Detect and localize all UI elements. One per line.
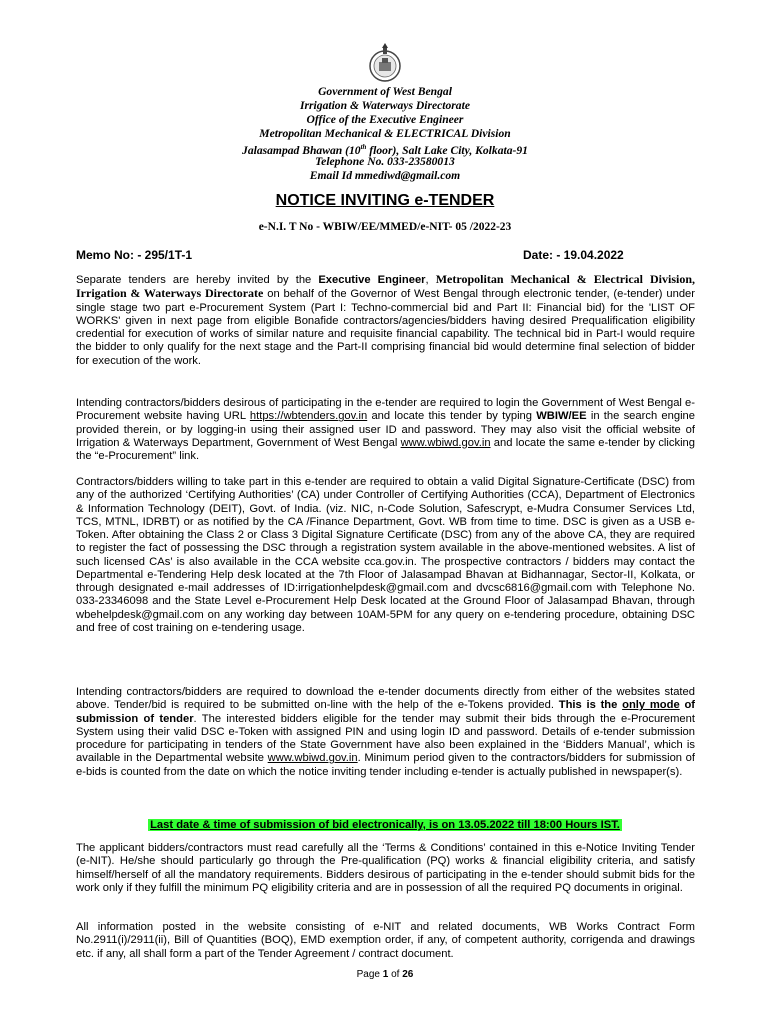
wbiwd-link[interactable]: www.wbiwd.gov.in bbox=[400, 436, 491, 449]
header-email: Email Id mmediwd@gmail.com bbox=[309, 169, 461, 182]
header-address: Jalasampad Bhawan (10th floor), Salt Lake City, Kolkata-91 bbox=[242, 143, 528, 157]
notice-date: Date: - 19.04.2022 bbox=[523, 248, 624, 262]
memo-number: Memo No: - 295/1T-1 bbox=[76, 248, 193, 262]
paragraph-dsc: Contractors/bidders willing to take part in this e-tender are required to obtain a valid Digital Signature-Certificate (DSC) from any of the authorized ‘Certifying Authorities’ (CA) under Controller of Certifying Authorities (CCA), Department of Electronics & Information Technology (DEIT), Govt. of India. (viz. NIC, n-Code Solution, Safescrypt, e-Mudra Consumer Services Ltd, TCS, MTNL, IDRBT) or as notified by the CA /Finance Department, Govt. WB from time to time. DSC is given as a USB e-Token. After obtaining the Class 2 or Class 3 Digital Signature Certificate (DSC) from any of the above CA, they are required to register the fact of possessing the DSC through a registration system available in the above-mentioned websites. A list of such licensed CAs’ is also available in the CCA website cca.gov.in. The prospective contractors / bidders may contact the Departmental e-Tendering Help desk located at the 7th Floor of Jalasampad Bhavan at Bidhannagar, Sector-II, Kolkata, or through designated e-mail addresses of ID:irrigationhelpdesk@gmail.com and dvcsc6816@gmail.com with Telephone No. 033-23346098 and the State Level e-Procurement Help Desk located at the Ground Floor of Jalasampad Bhavan, through wbehelpdesk@gmail.com on any working day between 10AM-5PM for any query on e-tendering procedure, obtaining DSC and free of cost training on e-tendering usage. bbox=[76, 476, 695, 634]
paragraph-terms: The applicant bidders/contractors must read carefully all the ‘Terms & Conditions’ contained in this e-Notice Inviting Tender (e-NIT). He/she should particularly go through the Pre-qualification (PQ) works & financial eligibility criteria, and satisfy himself/herself of all the mandatory requirements. Bidders desirous of participating in the e-tender should submit bids for the work only if they fulfill the minimum PQ eligibility criteria and are in possession of all the required PQ documents in original. bbox=[76, 842, 695, 894]
last-date-banner: Last date & time of submission of bid electronically, is on 13.05.2022 till 18:00 Hours IST. bbox=[150, 819, 620, 831]
state-emblem-icon bbox=[366, 40, 404, 84]
header-telephone: Telephone No. 033-23580013 bbox=[315, 155, 455, 168]
header-office: Office of the Executive Engineer bbox=[306, 113, 464, 126]
wbiwd-link-2[interactable]: www.wbiwd.gov.in bbox=[267, 752, 358, 765]
wbtenders-link[interactable]: https://wbtenders.gov.in bbox=[249, 410, 368, 423]
header-directorate: Irrigation & Waterways Directorate bbox=[300, 99, 470, 112]
page-number: Page 1 of 26 bbox=[356, 969, 414, 980]
paragraph-invitation: Separate tenders are hereby invited by the Executive Engineer, Metropolitan Mechanical & Electrical Division, Irrigation & Waterways Directorate on behalf of the Governor of West Bengal through electronic tender, (e-tender) under single stage two part e-Procurement System (Part I: Techno-commercial bid and Part II: Financial bid) for the 'LIST OF WORKS' given in next page from eligible Bonafide contractors/agencies/bidders having desired Prequalification eligibility credential for execution of works of similar nature and requisite financial capability. The technical bid in Part-I would require the bidder to only qualify for the next stage and the Part-II comprising financial bid would determine final selection of bidder for execution of the work. bbox=[76, 272, 695, 367]
paragraph-download: Intending contractors/bidders are required to download the e-tender documents directly from either of the websites stated above. Tender/bid is required to be submitted on-line with the help of the e-Tokens provided. This is the only mode of submission of tender. The interested bidders eligible for the tender may submit their bids through the e-Procurement System using their valid DSC e-Token with assigned PIN and using login ID and password. Details of e-tender submission procedure for participating in tenders of the State Government have also been explained in the ‘Bidders Manual’, which is available in the Departmental website www.wbiwd.gov.in. Minimum period given to the contractors/bidders for submission of e-bids is counted from the date on which the notice inviting tender including e-tender is actually published in newspaper(s). bbox=[76, 686, 696, 778]
page-title: NOTICE INVITING e-TENDER bbox=[275, 192, 495, 209]
nit-number: e-N.I. T No - WBIW/EE/MMED/e-NIT- 05 /2022-23 bbox=[258, 221, 512, 233]
header-government: Government of West Bengal bbox=[318, 85, 452, 98]
paragraph-login: Intending contractors/bidders desirous of participating in the e-tender are required to login the Government of West Bengal e-Procurement website having URL https://wbtenders.gov.in and locate this tender by typing WBIW/EE in the search engine provided therein, or by logging-in using their assigned user ID and password. They may also visit the official website of Irrigation & Waterways Department, Government of West Bengal www.wbiwd.gov.in and locate the same e-tender by clicking the “e-Procurement” link. bbox=[76, 397, 696, 462]
paragraph-documents: All information posted in the website consisting of e-NIT and related documents, WB Works Contract Form No.2911(i)/2911(ii), Bill of Quantities (BOQ), EMD exemption order, if any, of competent authority, corrigenda and drawings etc. if any, all shall form a part of the Tender Agreement / contract document. bbox=[76, 921, 695, 960]
header-division: Metropolitan Mechanical & ELECTRICAL Division bbox=[259, 127, 511, 140]
